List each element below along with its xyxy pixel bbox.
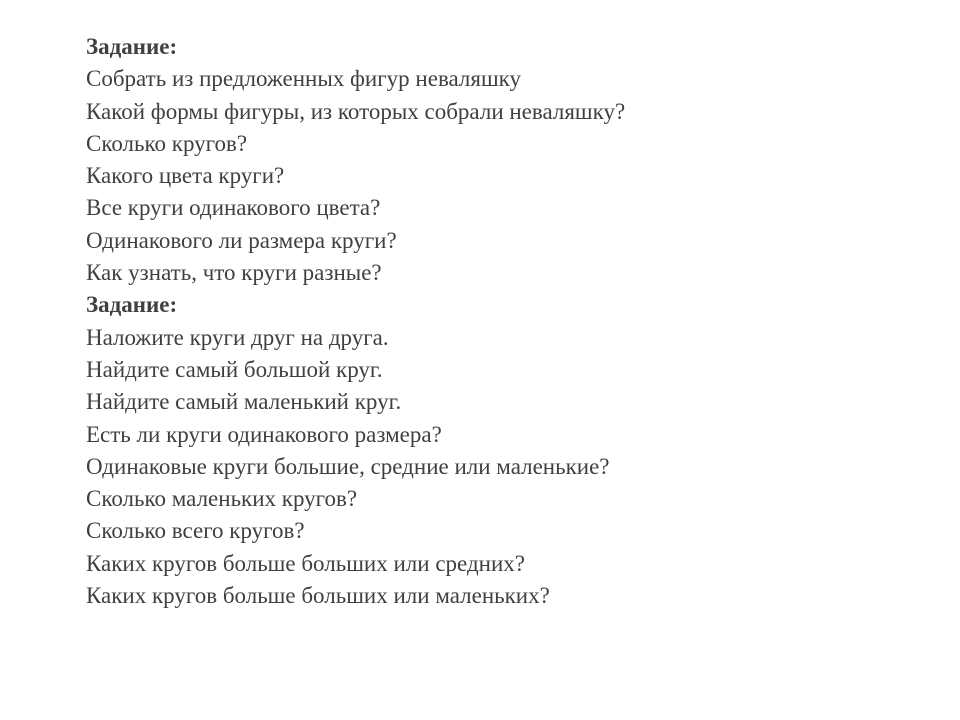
task2-line-1: Наложите круги друг на друга. bbox=[86, 324, 389, 350]
task2-line-5: Одинаковые круги большие, средние или маленькие? bbox=[86, 453, 610, 479]
task2-line-6: Сколько маленьких кругов? bbox=[86, 486, 358, 512]
task-heading-2: Задание: bbox=[86, 292, 178, 318]
task1-line-4: Какого цвета круги? bbox=[86, 163, 285, 189]
text-block bbox=[86, 31, 906, 612]
task2-line-7: Сколько всего кругов? bbox=[86, 518, 305, 544]
task1-line-3: Сколько кругов? bbox=[86, 130, 248, 156]
task1-line-1: Собрать из предложенных фигур неваляшку bbox=[86, 66, 522, 92]
task2-line-2: Найдите самый большой круг. bbox=[86, 356, 383, 382]
task2-line-8: Каких кругов больше больших или средних? bbox=[86, 550, 525, 576]
task-heading-1: Задание: bbox=[86, 34, 178, 59]
task2-line-3: Найдите самый маленький круг. bbox=[86, 389, 402, 415]
task1-line-2: Какой формы фигуры, из которых собрали неваляшку? bbox=[86, 98, 626, 124]
task1-line-5: Все круги одинакового цвета? bbox=[86, 195, 381, 221]
task1-line-6: Одинакового ли размера круги? bbox=[86, 227, 397, 253]
task2-line-4: Есть ли круги одинакового размера? bbox=[86, 421, 442, 447]
task1-line-7: Как узнать, что круги разные? bbox=[86, 260, 382, 286]
task2-line-9: Каких кругов больше больших или маленьких? bbox=[86, 583, 550, 609]
